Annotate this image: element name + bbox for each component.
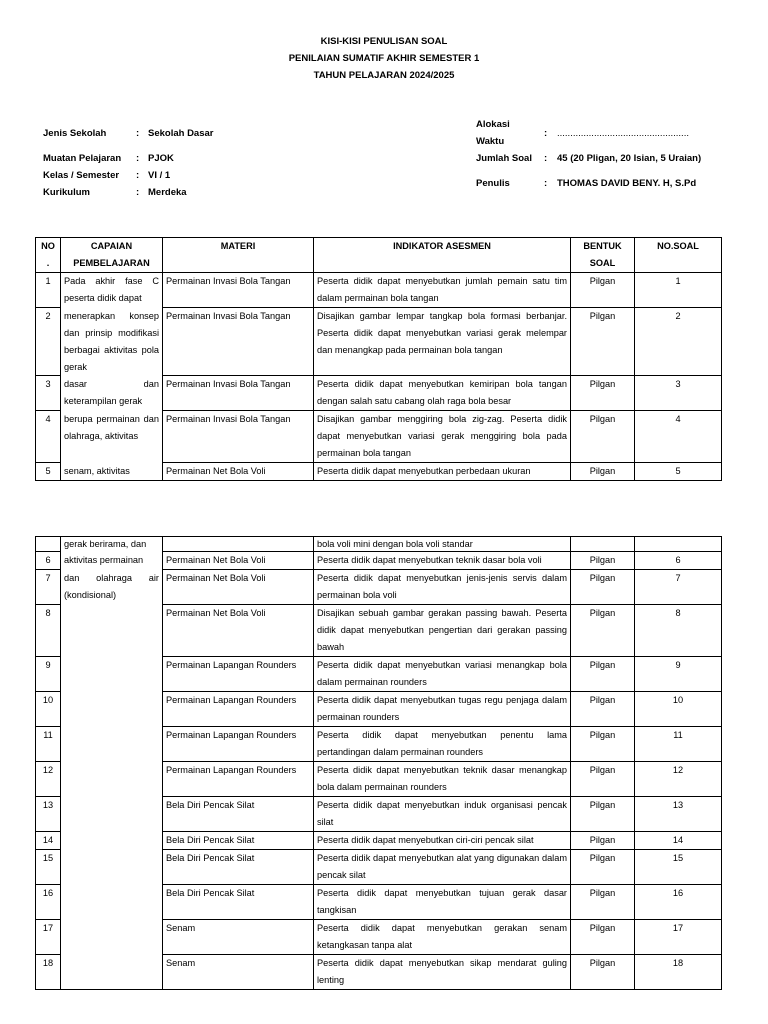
capaian-text: gerak berirama, dan <box>61 537 163 552</box>
row-bentuk: Pilgan <box>571 552 635 570</box>
row-indikator: Peserta didik dapat menyebutkan tugas regu penjaga dalam permainan rounders <box>314 692 571 727</box>
col-header-indikator: INDIKATOR ASESMEN <box>314 238 571 273</box>
row-no: 14 <box>36 832 61 850</box>
table-row <box>36 273 722 308</box>
capaian-text: dan olahraga air (kondisional) <box>61 570 163 990</box>
capaian-text: Pada akhir fase C peserta didik dapat <box>61 273 163 308</box>
kelas-label: Kelas / Semester <box>43 170 120 181</box>
table-header-row <box>36 238 722 273</box>
row-no: 2 <box>36 308 61 376</box>
row-bentuk: Pilgan <box>571 657 635 692</box>
row-nosoal: 2 <box>635 308 722 376</box>
row-bentuk: Pilgan <box>571 605 635 657</box>
row-bentuk: Pilgan <box>571 692 635 727</box>
row-bentuk: Pilgan <box>571 832 635 850</box>
row-no: 11 <box>36 727 61 762</box>
row-materi: Permainan Net Bola Voli <box>163 605 314 657</box>
table-row <box>36 411 722 463</box>
colon: : <box>544 178 548 189</box>
col-header-bentuk: BENTUK SOAL <box>571 238 635 273</box>
colon: : <box>544 153 548 164</box>
row-indikator: Peserta didik dapat menyebutkan kemiripan bola tangan dengan salah satu cabang olah raga bola besar <box>314 376 571 411</box>
kisi-kisi-table-part1 <box>35 237 722 481</box>
penulis-label: Penulis <box>476 178 510 189</box>
row-indikator: bola voli mini dengan bola voli standar <box>314 537 571 552</box>
row-no: 10 <box>36 692 61 727</box>
row-indikator: Peserta didik dapat menyebutkan ciri-ciri pencak silat <box>314 832 571 850</box>
capaian-text: berupa permainan dan olahraga, aktivitas <box>61 411 163 463</box>
row-indikator: Peserta didik dapat menyebutkan teknik dasar menangkap bola dalam permainan rounders <box>314 762 571 797</box>
alokasi-value: .................................................. <box>557 128 689 139</box>
row-no: 8 <box>36 605 61 657</box>
row-bentuk: Pilgan <box>571 463 635 481</box>
row-materi: Permainan Lapangan Rounders <box>163 727 314 762</box>
doc-title-line2: PENILAIAN SUMATIF AKHIR SEMESTER 1 <box>288 53 480 64</box>
row-bentuk: Pilgan <box>571 570 635 605</box>
row-no: 6 <box>36 552 61 570</box>
row-nosoal: 3 <box>635 376 722 411</box>
row-nosoal: 10 <box>635 692 722 727</box>
table-row <box>36 570 722 605</box>
table-row-continuation <box>36 537 722 552</box>
row-bentuk: Pilgan <box>571 376 635 411</box>
row-bentuk: Pilgan <box>571 273 635 308</box>
row-nosoal: 1 <box>635 273 722 308</box>
row-materi: Permainan Invasi Bola Tangan <box>163 273 314 308</box>
row-nosoal: 17 <box>635 920 722 955</box>
row-indikator: Disajikan gambar lempar tangkap bola formasi berbanjar. Peserta didik dapat menyebutkan variasi gerak melempar dan menangkap pada permainan bola tangan <box>314 308 571 376</box>
row-materi: Bela Diri Pencak Silat <box>163 885 314 920</box>
penulis-value: THOMAS DAVID BENY. H, S.Pd <box>557 178 697 189</box>
row-no: 17 <box>36 920 61 955</box>
row-nosoal: 11 <box>635 727 722 762</box>
row-nosoal: 18 <box>635 955 722 990</box>
capaian-text: senam, aktivitas <box>61 463 163 481</box>
table-row <box>36 463 722 481</box>
alokasi-label-2: Waktu <box>476 136 505 147</box>
col-header-no: NO . <box>36 238 61 273</box>
row-materi <box>163 537 314 552</box>
row-no <box>36 537 61 552</box>
row-indikator: Peserta didik dapat menyebutkan tujuan gerak dasar tangkisan <box>314 885 571 920</box>
row-no: 15 <box>36 850 61 885</box>
row-indikator: Peserta didik dapat menyebutkan jenis-jenis servis dalam permainan bola voli <box>314 570 571 605</box>
kelas-value: VI / 1 <box>148 170 171 181</box>
row-materi: Permainan Net Bola Voli <box>163 463 314 481</box>
row-bentuk: Pilgan <box>571 762 635 797</box>
row-materi: Permainan Invasi Bola Tangan <box>163 411 314 463</box>
capaian-text: aktivitas permainan <box>61 552 163 570</box>
table-row <box>36 376 722 411</box>
row-nosoal: 14 <box>635 832 722 850</box>
col-header-materi: MATERI <box>163 238 314 273</box>
row-bentuk: Pilgan <box>571 920 635 955</box>
colon: : <box>136 170 140 181</box>
row-nosoal: 4 <box>635 411 722 463</box>
row-indikator: Peserta didik dapat menyebutkan gerakan senam ketangkasan tanpa alat <box>314 920 571 955</box>
row-materi: Bela Diri Pencak Silat <box>163 832 314 850</box>
row-nosoal: 16 <box>635 885 722 920</box>
colon: : <box>544 128 548 139</box>
colon: : <box>136 128 140 139</box>
row-bentuk: Pilgan <box>571 411 635 463</box>
row-materi: Permainan Net Bola Voli <box>163 570 314 605</box>
row-no: 4 <box>36 411 61 463</box>
row-no: 1 <box>36 273 61 308</box>
kurikulum-value: Merdeka <box>148 187 187 198</box>
row-bentuk: Pilgan <box>571 797 635 832</box>
row-no: 16 <box>36 885 61 920</box>
row-materi: Permainan Lapangan Rounders <box>163 762 314 797</box>
row-no: 7 <box>36 570 61 605</box>
row-indikator: Disajikan sebuah gambar gerakan passing bawah. Peserta didik dapat menyebutkan pengertian dari gerakan passing bawah <box>314 605 571 657</box>
alokasi-label-1: Alokasi <box>476 119 510 130</box>
row-no: 13 <box>36 797 61 832</box>
row-bentuk: Pilgan <box>571 727 635 762</box>
row-nosoal: 13 <box>635 797 722 832</box>
jenis-sekolah-value: Sekolah Dasar <box>148 128 214 139</box>
row-materi: Permainan Invasi Bola Tangan <box>163 308 314 376</box>
row-no: 18 <box>36 955 61 990</box>
row-materi: Bela Diri Pencak Silat <box>163 850 314 885</box>
row-materi: Permainan Lapangan Rounders <box>163 657 314 692</box>
muatan-label: Muatan Pelajaran <box>43 153 122 164</box>
row-bentuk <box>571 537 635 552</box>
jumlah-soal-label: Jumlah Soal <box>476 153 532 164</box>
row-bentuk: Pilgan <box>571 885 635 920</box>
jenis-sekolah-label: Jenis Sekolah <box>43 128 107 139</box>
row-nosoal: 6 <box>635 552 722 570</box>
row-nosoal: 5 <box>635 463 722 481</box>
row-indikator: Disajikan gambar menggiring bola zig-zag. Peserta didik dapat menyebutkan variasi gerak menggiring bola pada permainan bola tangan <box>314 411 571 463</box>
jumlah-soal-value: 45 (20 Pligan, 20 Isian, 5 Uraian) <box>557 153 702 164</box>
col-header-capaian: CAPAIAN PEMBELAJARAN <box>61 238 163 273</box>
row-indikator: Peserta didik dapat menyebutkan alat yang digunakan dalam pencak silat <box>314 850 571 885</box>
row-no: 9 <box>36 657 61 692</box>
table-row <box>36 552 722 570</box>
row-indikator: Peserta didik dapat menyebutkan variasi menangkap bola dalam permainan rounders <box>314 657 571 692</box>
row-materi: Senam <box>163 955 314 990</box>
row-materi: Permainan Invasi Bola Tangan <box>163 376 314 411</box>
row-indikator: Peserta didik dapat menyebutkan jumlah pemain satu tim dalam permainan bola tangan <box>314 273 571 308</box>
row-indikator: Peserta didik dapat menyebutkan perbedaan ukuran <box>314 463 571 481</box>
row-indikator: Peserta didik dapat menyebutkan penentu lama pertandingan dalam permainan rounders <box>314 727 571 762</box>
table-row <box>36 308 722 376</box>
row-materi: Bela Diri Pencak Silat <box>163 797 314 832</box>
row-materi: Permainan Net Bola Voli <box>163 552 314 570</box>
row-bentuk: Pilgan <box>571 850 635 885</box>
kisi-kisi-table-part2 <box>35 536 722 990</box>
row-bentuk: Pilgan <box>571 308 635 376</box>
row-materi: Senam <box>163 920 314 955</box>
row-indikator: Peserta didik dapat menyebutkan sikap mendarat guling lenting <box>314 955 571 990</box>
muatan-value: PJOK <box>148 153 174 164</box>
row-materi: Permainan Lapangan Rounders <box>163 692 314 727</box>
row-nosoal: 9 <box>635 657 722 692</box>
row-nosoal <box>635 537 722 552</box>
doc-title-line3: TAHUN PELAJARAN 2024/2025 <box>313 70 455 81</box>
row-indikator: Peserta didik dapat menyebutkan induk organisasi pencak silat <box>314 797 571 832</box>
row-nosoal: 8 <box>635 605 722 657</box>
row-no: 12 <box>36 762 61 797</box>
row-no: 5 <box>36 463 61 481</box>
row-bentuk: Pilgan <box>571 955 635 990</box>
capaian-text: menerapkan konsep dan prinsip modifikasi berbagai aktivitas pola gerak <box>61 308 163 376</box>
kurikulum-label: Kurikulum <box>43 187 90 198</box>
row-no: 3 <box>36 376 61 411</box>
col-header-nosoal: NO.SOAL <box>635 238 722 273</box>
row-indikator: Peserta didik dapat menyebutkan teknik dasar bola voli <box>314 552 571 570</box>
colon: : <box>136 153 140 164</box>
doc-title-line1: KISI-KISI PENULISAN SOAL <box>320 36 448 47</box>
row-nosoal: 15 <box>635 850 722 885</box>
row-nosoal: 7 <box>635 570 722 605</box>
row-nosoal: 12 <box>635 762 722 797</box>
colon: : <box>136 187 140 198</box>
capaian-text: dasar dan keterampilan gerak <box>61 376 163 411</box>
